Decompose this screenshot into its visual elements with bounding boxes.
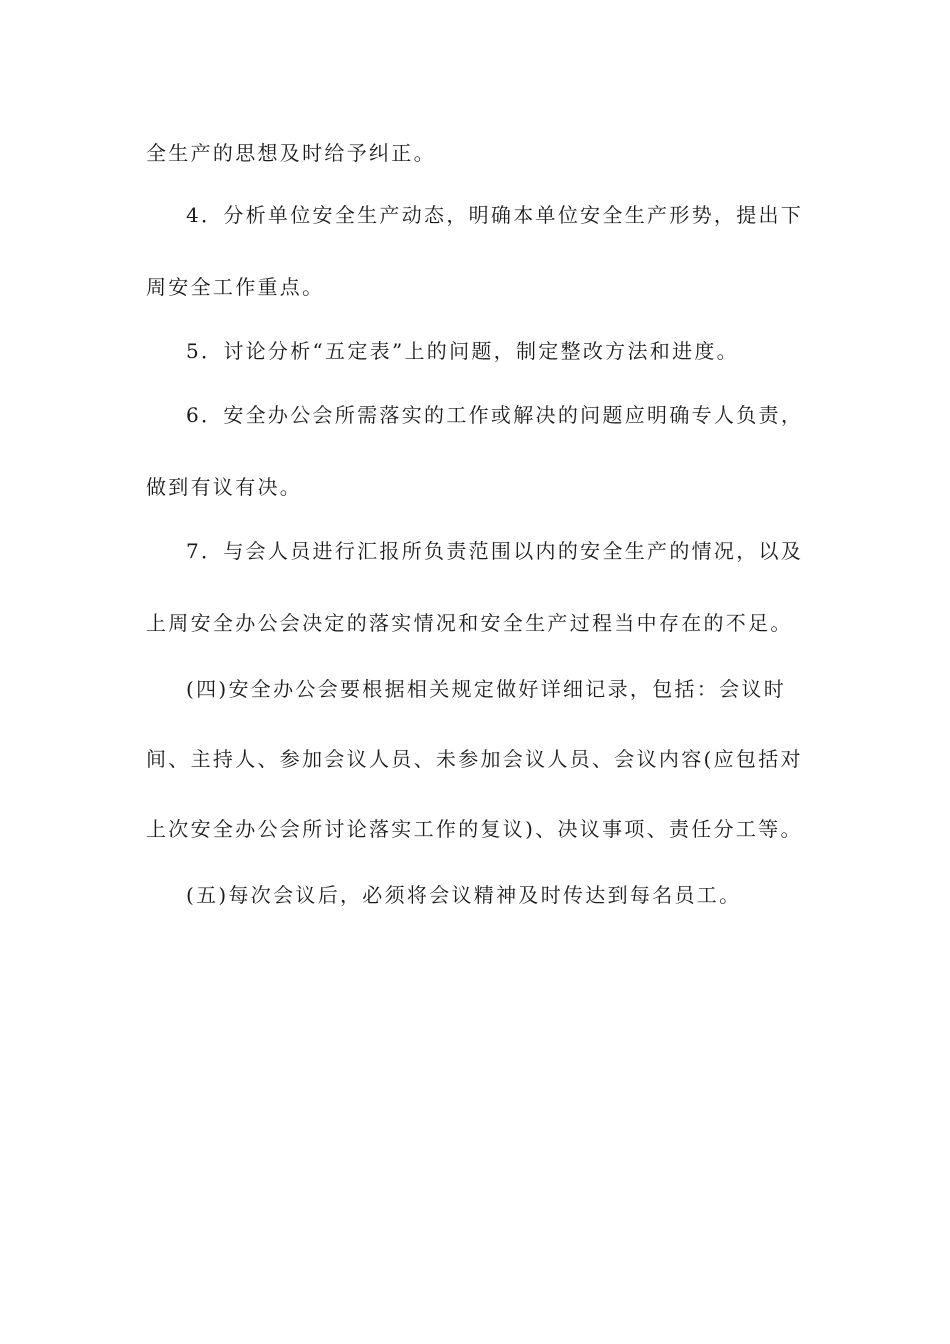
text-line: 全生产的思想及时给予纠正。 (146, 141, 436, 165)
text-line: (四)安全办公会要根据相关规定做好详细记录，包括：会议时 (186, 677, 787, 701)
text-line: 上次安全办公会所讨论落实工作的复议)、决议事项、责任分工等。 (146, 817, 803, 841)
text-line: 周安全工作重点。 (146, 275, 325, 299)
text-line: 上周安全办公会决定的落实情况和安全生产过程当中存在的不足。 (146, 611, 793, 635)
text-line: 7．与会人员进行汇报所负责范围以内的安全生产的情况，以及 (186, 539, 804, 563)
text-line: 做到有议有决。 (146, 475, 303, 499)
text-line: 5．讨论分析“五定表”上的问题，制定整改方法和进度。 (186, 339, 739, 363)
text-line: 间、主持人、参加会议人员、未参加会议人员、会议内容(应包括对 (146, 747, 803, 771)
text-line: (五)每次会议后，必须将会议精神及时传达到每名员工。 (186, 883, 742, 907)
text-line: 6．安全办公会所需落实的工作或解决的问题应明确专人负责， (186, 403, 804, 427)
text-line: 4．分析单位安全生产动态，明确本单位安全生产形势，提出下 (186, 203, 804, 227)
